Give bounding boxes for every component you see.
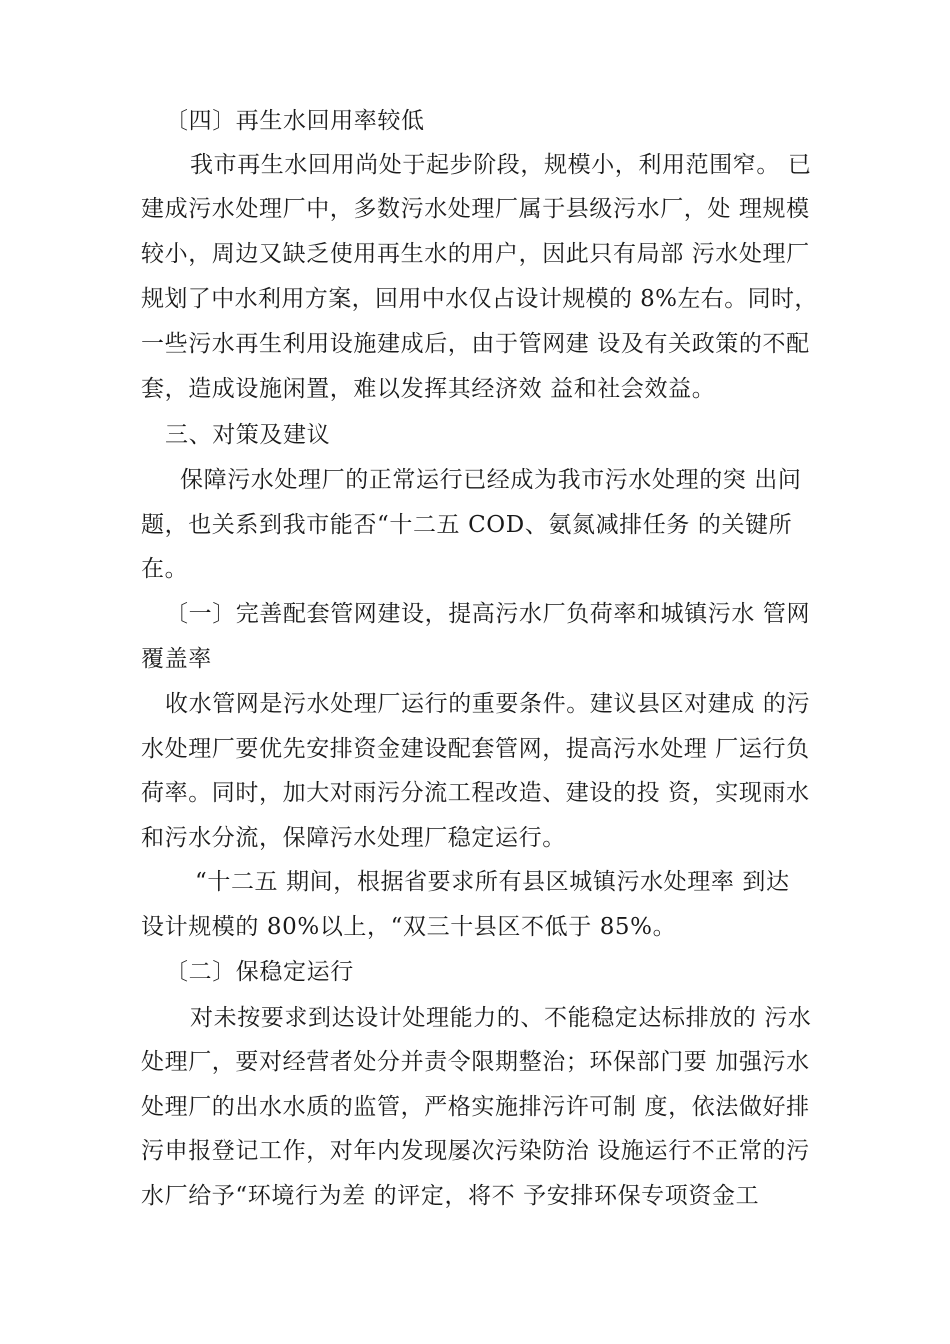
section-heading-recycled-water: 〔四〕再生水回用率较低	[165, 108, 425, 134]
paragraph-line: 在。	[141, 556, 189, 582]
paragraph-line: 水厂给予“环境行为差 的评定，将不 予安排环保专项资金工	[141, 1183, 760, 1209]
paragraph-line: 题，也关系到我市能否“十二五 COD、氨氮减排任务 的关键所	[141, 512, 793, 538]
paragraph-line: 荷率。同时，加大对雨污分流工程改造、建设的投 资，实现雨水	[141, 780, 810, 806]
paragraph-line: 规划了中水利用方案，回用中水仅占设计规模的 8%左右。同时，	[141, 286, 818, 312]
section-heading-pipe-network-cont: 覆盖率	[141, 646, 212, 672]
paragraph-line: 对未按要求到达设计处理能力的、不能稳定达标排放的 污水	[190, 1005, 812, 1031]
paragraph-line: “十二五 期间，根据省要求所有县区城镇污水处理率 到达	[195, 869, 790, 895]
paragraph-line: 收水管网是污水处理厂运行的重要条件。建议县区对建成 的污	[165, 691, 811, 717]
section-heading-stable-operation: 〔二〕保稳定运行	[165, 959, 354, 985]
paragraph-line: 处理厂，要对经营者处分并责令限期整治；环保部门要 加强污水	[141, 1049, 810, 1075]
paragraph-line: 建成污水处理厂中，多数污水处理厂属于县级污水厂，处 理规模	[141, 196, 810, 222]
paragraph-line: 水处理厂要优先安排资金建设配套管网，提高污水处理 厂运行负	[141, 736, 810, 762]
paragraph-line: 污申报登记工作，对年内发现屡次污染防治 设施运行不正常的污	[141, 1138, 810, 1164]
paragraph-line: 套，造成设施闲置，难以发挥其经济效 益和社会效益。	[141, 376, 716, 402]
paragraph-line: 设计规模的 80%以上，“双三十县区不低于 85%。	[141, 914, 677, 940]
paragraph-line: 和污水分流，保障污水处理厂稳定运行。	[141, 825, 566, 851]
paragraph-line: 一些污水再生利用设施建成后，由于管网建 设及有关政策的不配	[141, 331, 810, 357]
paragraph-line: 我市再生水回用尚处于起步阶段，规模小，利用范围窄。 已	[190, 152, 812, 178]
paragraph-line: 处理厂的出水水质的监管，严格实施排污许可制 度，依法做好排	[141, 1094, 810, 1120]
section-heading-pipe-network: 〔一〕完善配套管网建设，提高污水厂负荷率和城镇污水 管网	[165, 601, 811, 627]
section-heading-countermeasures: 三、对策及建议	[165, 422, 331, 448]
paragraph-line: 保障污水处理厂的正常运行已经成为我市污水处理的突 出问	[180, 467, 802, 493]
paragraph-line: 较小，周边又缺乏使用再生水的用户，因此只有局部 污水处理厂	[141, 241, 810, 267]
